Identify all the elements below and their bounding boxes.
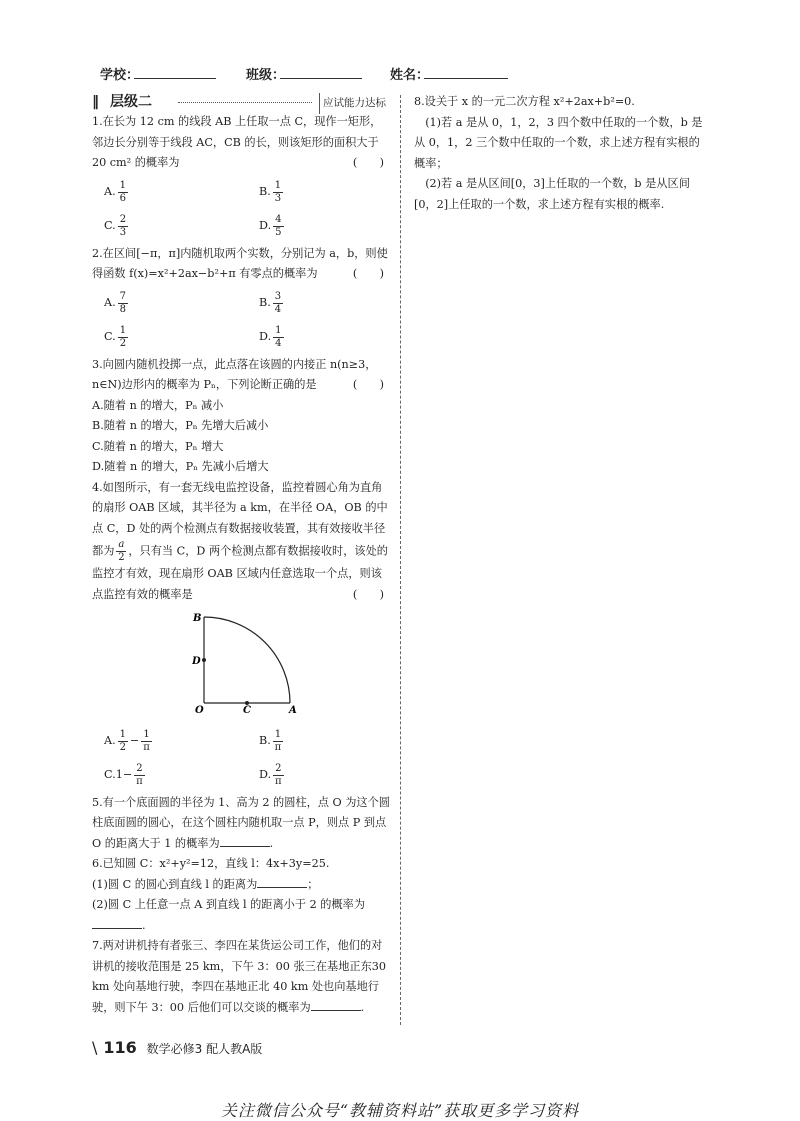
label-a: A	[289, 705, 297, 713]
q2-option-a: A. $\frac{7}{8}$	[104, 291, 127, 315]
q1-option-b: B. $\frac{1}{3}$	[259, 180, 282, 204]
q3-option-a: A.随着 n 的增大，Pₙ 减小	[92, 398, 224, 412]
q3-paren: ( )	[352, 378, 384, 391]
book-title: 数学必修3 配人教A版	[146, 1042, 263, 1056]
q3-text: 3.向圆内随机投掷一点，此点落在该圆的内接正 n(n≥3，n∈N)边形内的概率为 Pₙ，下列论断正确的是	[92, 357, 377, 391]
q6-sub1-blank[interactable]	[257, 875, 307, 888]
q4-text-before: 4.如图所示，有一套无线电监控设备，监控着圆心角为直角的扇形 OAB 区域，其半径为 a km，在半径 OA，OB 的中点 C，D 处的两个检测点有数据接收装置，其有效接收半径都为	[92, 480, 388, 558]
q2-options	[104, 289, 392, 353]
q2-paren: ( )	[352, 267, 384, 280]
question-5: 5.有一个底面圆的半径为 1、高为 2 的圆柱，点 O 为这个圆柱底面圆的圆心，在这个圆柱内随机取一点 P，则点 P 到点 O 的距离大于 1 的概率为 .	[92, 795, 390, 850]
q8-sub2: (2)若 a 是从区间[0，3]上任取的一个数，b 是从区间[0，2]上任取的一个数，求上述方程有实根的概率.	[414, 177, 690, 211]
q1-option-c: C. $\frac{2}{3}$	[104, 214, 127, 238]
question-8	[414, 92, 704, 215]
level-dots	[178, 102, 312, 103]
label-b: B	[193, 613, 202, 624]
sector-arc	[204, 617, 290, 703]
q2-option-c: C. $\frac{1}{2}$	[104, 325, 127, 349]
level-bars: ‖	[92, 94, 99, 110]
q1-options	[104, 178, 392, 242]
level-title: 层级二	[110, 94, 152, 110]
q8-sub1: (1)若 a 是从 0，1，2，3 四个数中任取的一个数，b 是从 0，1，2 三个数中任取的一个数，求上述方程有实根的概率；	[414, 115, 703, 170]
q1-option-d: D. $\frac{4}{5}$	[259, 214, 282, 238]
level-subtitle: 应试能力达标	[319, 93, 386, 114]
class-blank	[280, 78, 362, 79]
question-2	[92, 244, 392, 353]
page-number: 116	[103, 1038, 137, 1057]
q5-text: 5.有一个底面圆的半径为 1、高为 2 的圆柱，点 O 为这个圆柱底面圆的圆心，在这个圆柱内随机取一点 P，则点 P 到点 O 的距离大于 1 的概率为	[92, 795, 390, 850]
q3-option-c: C.随着 n 的增大，Pₙ 增大	[92, 439, 224, 453]
q6-text: 6.已知圆 C：x²+y²=12，直线 l：4x+3y=25.	[92, 857, 330, 870]
level-banner	[92, 92, 392, 112]
q4-text-after: ，只有当 C，D 两个检测点都有数据接收时，该处的监控才有效，现在扇形 OAB 区域内任意选取一个点，则该点监控有效的概率是	[92, 544, 388, 601]
class-label: 班级：	[246, 68, 286, 83]
school-label: 学校：	[100, 68, 140, 83]
q6-sub2-blank[interactable]	[92, 916, 142, 929]
q2-text: 2.在区间[−π，π]内随机取两个实数，分别记为 a，b，则使得函数 f(x)=x²+2ax−b²+π 有零点的概率为	[92, 246, 388, 280]
question-6: 6.已知圆 C：x²+y²=12，直线 l：4x+3y=25. (1)圆 C 的圆心到直线 l 的距离为 ； (2)圆 C 上任意一点 A 到直线 l 的距离小于 2 的概率为.	[92, 854, 392, 936]
q2-option-d: D. $\frac{1}{4}$	[259, 325, 282, 349]
q7-answer-blank[interactable]	[311, 998, 361, 1011]
q4-paren: ( )	[352, 587, 384, 601]
point-d	[202, 658, 206, 662]
q4-option-b: B. $\frac{1}{\pi}$	[259, 729, 282, 753]
q2-option-b: B. $\frac{3}{4}$	[259, 291, 282, 315]
name-label: 姓名：	[390, 68, 430, 83]
name-blank	[424, 78, 508, 79]
promo-banner: 关注微信公众号“教辅资料站”获取更多学习资料	[220, 1101, 580, 1120]
question-1	[92, 112, 392, 242]
question-4	[92, 478, 392, 791]
q5-answer-blank[interactable]	[220, 834, 270, 847]
question-7: 7.两对讲机持有者张三、李四在某货运公司工作，他们的对讲机的接收范围是 25 km，下午 3：00 张三在基地正东30 km 处向基地行驶，李四在基地正北 40 km 处也向基地行驶，则下午 3：00 后他们可以交谈的概率为 .	[92, 939, 387, 1014]
label-o: O	[195, 705, 204, 713]
q1-paren: ( )	[352, 156, 384, 169]
sector-diagram	[192, 613, 302, 713]
q4-option-c: C. 1− $\frac{2}{\pi}$	[104, 763, 143, 787]
q8-text: 8.设关于 x 的一元二次方程 x²+2ax+b²=0.	[414, 95, 635, 108]
left-column	[92, 92, 392, 1018]
q4-option-a: A. $\frac{1}{2}$ − $\frac{1}{\pi}$	[104, 729, 150, 753]
label-d: D	[192, 656, 201, 667]
q4-radius-frac: $\frac{a}{2}$	[118, 539, 125, 563]
page-footer: \ 116 数学必修3 配人教A版	[92, 1038, 263, 1057]
q7-text: 7.两对讲机持有者张三、李四在某货运公司工作，他们的对讲机的接收范围是 25 km，下午 3：00 张三在基地正东30 km 处向基地行驶，李四在基地正北 40 km 处也向基地行驶，则下午 3：00 后他们可以交谈的概率为	[92, 939, 387, 1014]
label-c: C	[243, 705, 251, 713]
q3-option-d: D.随着 n 的增大，Pₙ 先减小后增大	[92, 460, 269, 473]
q3-option-b: B.随着 n 的增大，Pₙ 先增大后减小	[92, 419, 269, 432]
q4-options	[104, 727, 392, 791]
q6-sub1: (1)圆 C 的圆心到直线 l 的距离为	[92, 877, 258, 891]
school-blank	[134, 78, 216, 79]
question-3	[92, 355, 392, 478]
q6-sub2: (2)圆 C 上任意一点 A 到直线 l 的距离小于 2 的概率为	[92, 898, 366, 911]
q4-sector-figure	[192, 613, 392, 721]
q1-option-a: A. $\frac{1}{6}$	[104, 180, 127, 204]
student-info-header	[0, 62, 800, 84]
q4-option-d: D. $\frac{2}{\pi}$	[259, 763, 282, 787]
q1-text: 1.在长为 12 cm 的线段 AB 上任取一点 C，现作一矩形，邻边长分别等于线段 AC，CB 的长，则该矩形的面积大于20 cm² 的概率为	[92, 115, 382, 169]
right-column	[414, 92, 704, 215]
